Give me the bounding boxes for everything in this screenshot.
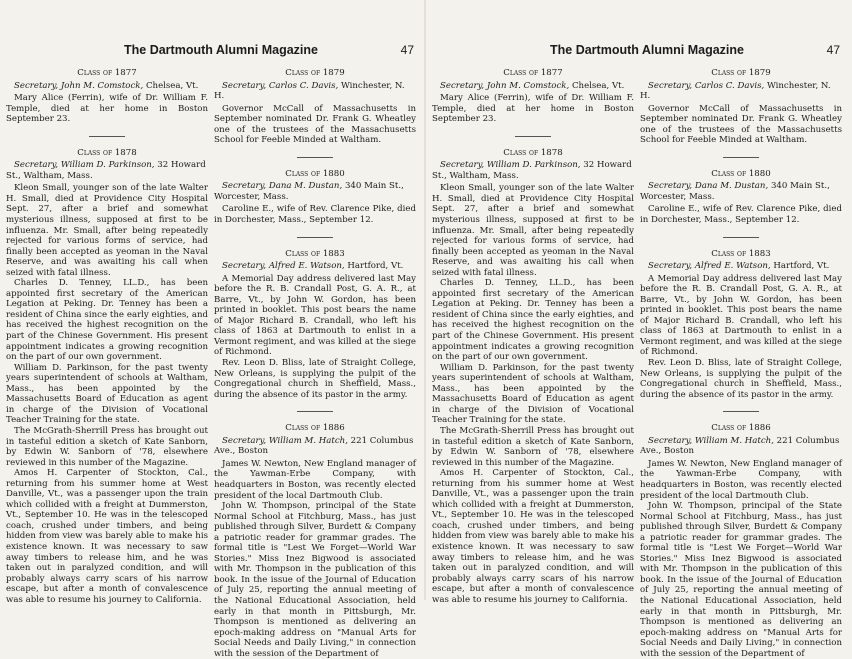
secretary-place: Chelsea, Vt.	[145, 80, 199, 91]
note-paragraph: Governor McCall of Massachusetts in September nominated Dr. Frank G. Wheatley one of the trustees of the Massachusetts School for Feeble Minded at Waltham.	[640, 103, 842, 146]
class-heading: Class of 1878	[503, 147, 563, 158]
class-heading: Class of 1878	[77, 147, 137, 158]
note-paragraph: William D. Parkinson, for the past twenty years superintendent of schools at Waltham, Mass., has been appointed by the Massachusetts Board of Education as agent in charge of the Division of Vocational Teacher Training for the state.	[6, 362, 208, 426]
class-section	[432, 148, 634, 606]
secretary-label: Secretary,	[14, 160, 59, 171]
page-number: 47	[826, 43, 840, 57]
secretary-label: Secretary,	[222, 181, 267, 192]
class-heading: Class of 1877	[503, 68, 563, 78]
class-heading: Class of 1883	[285, 248, 345, 259]
class-heading: Class of 1886	[285, 423, 345, 434]
secretary-line	[214, 81, 416, 102]
note-paragraph: Kleon Small, younger son of the late Walter H. Small, died at Providence City Hospital Sept. 27, after a brief and somewhat mysterious illness, supposed at first to be influenza. Mr. Small, after being repeatedly rejected for various forms of service, had finally been accepted as yeoman in the Naval Reserve, and was awaiting his call when seized with fatal illness.	[6, 183, 208, 278]
secretary-label: Secretary,	[440, 80, 485, 91]
class-section	[640, 423, 842, 659]
page-header	[6, 43, 416, 59]
note-paragraph: James W. Newton, New England manager of the Yawman-Erbe Company, with headquarters in Boston, was recently elected president of the local Dartmouth Club.	[214, 458, 416, 501]
column-left	[432, 68, 634, 605]
secretary-label: Secretary,	[648, 435, 693, 446]
secretary-place: Hartford, Vt.	[773, 261, 830, 272]
secretary-place: Chelsea, Vt.	[571, 80, 625, 91]
secretary-name: Carlos C. Davis,	[268, 80, 339, 91]
section-divider	[723, 237, 759, 238]
magazine-page-right	[432, 0, 842, 659]
note-paragraph: Caroline E., wife of Rev. Clarence Pike, died in Dorchester, Mass., September 12.	[640, 204, 842, 226]
secretary-name: John M. Comstock,	[60, 80, 144, 91]
secretary-label: Secretary,	[440, 160, 485, 171]
secretary-label: Secretary,	[648, 181, 693, 192]
secretary-place: Winchester, N. H.	[214, 80, 405, 102]
note-paragraph: Amos H. Carpenter of Stockton, Cal., returning from his summer home at West Danville, Vt., was a passenger upon the train which collided with a freight at Dummerston, Vt., September 10. He was in the telescoped coach, crushed under timbers, and being hidden from view was barely able to make his existence known. It was necessary to saw away timbers to release him, and he was taken out in paralyzed condition, and will probably always carry scars of his narrow escape, but after a month of convalescence was able to resume his journey to California.	[432, 468, 634, 605]
class-heading: Class of 1879	[285, 68, 345, 78]
class-section	[214, 68, 416, 146]
note-paragraph: John W. Thompson, principal of the State Normal School at Fitchburg, Mass., has just published through Silver, Burdett & Company a patriotic reader for grammar grades. The formal title is "Lest We Forget—World War Stories." Miss Inez Bigwood is associated with Mr. Thompson in the publication of this book. In the issue of the Journal of Education of July 25, reporting the annual meeting of the National Educational Association, held early in that month in Pittsburgh, Mr. Thompson is mentioned as delivering an epoch-making address on "Manual Arts for Social Needs and Daily Living," in connection with the session of the Department of	[640, 501, 842, 659]
section-divider	[723, 157, 759, 158]
secretary-line	[214, 181, 416, 202]
note-paragraph: Charles D. Tenney, LL.D., has been appointed first secretary of the American Legation at Peking. Dr. Tenney has been a resident of China since the early eighties, and has received the highest recognition on the part of the Chinese Government. His present appointment indicates a growing recognition on the part of our own government.	[432, 278, 634, 363]
note-paragraph: Mary Alice (Ferrin), wife of Dr. William F. Temple, died at her home in Boston September 23.	[432, 93, 634, 125]
secretary-line	[640, 261, 842, 272]
secretary-label: Secretary,	[648, 261, 693, 272]
page-number: 47	[400, 43, 414, 57]
secretary-place: 340 Main St., Worcester, Mass.	[640, 181, 830, 202]
secretary-name: John M. Comstock,	[486, 80, 570, 91]
class-heading: Class of 1879	[711, 68, 771, 78]
secretary-place: 340 Main St., Worcester, Mass.	[214, 181, 404, 202]
note-paragraph: The McGrath-Sherrill Press has brought out in tasteful edition a sketch of Kate Sanborn, by Edwin W. Sanborn of '78, elsewhere reviewed in this number of the Magazine.	[432, 425, 634, 468]
secretary-line	[432, 160, 634, 181]
secretary-name: Carlos C. Davis,	[694, 80, 765, 91]
note-paragraph: James W. Newton, New England manager of the Yawman-Erbe Company, with headquarters in Boston, was recently elected president of the local Dartmouth Club.	[640, 458, 842, 501]
secretary-line	[432, 81, 634, 92]
class-heading: Class of 1880	[711, 168, 771, 179]
class-section	[214, 249, 416, 401]
secretary-line	[214, 261, 416, 272]
class-section	[432, 68, 634, 125]
secretary-name: William M. Hatch,	[694, 435, 774, 446]
class-heading: Class of 1883	[711, 248, 771, 259]
secretary-line	[214, 436, 416, 457]
secretary-place: 221 Columbus Ave., Boston	[214, 435, 414, 457]
note-paragraph: A Memorial Day address delivered last May before the R. B. Crandall Post, G. A. R., at Barre, Vt., by John W. Gordon, has been printed in booklet. This post bears the name of Major Richard B. Crandall, who left his class of 1863 at Dartmouth to enlist in a Vermont regiment, and was killed at the siege of Richmond.	[640, 273, 842, 358]
class-heading: Class of 1886	[711, 423, 771, 434]
magazine-title: The Dartmouth Alumni Magazine	[124, 43, 318, 57]
class-heading: Class of 1880	[285, 168, 345, 179]
class-section	[6, 148, 208, 606]
secretary-name: William D. Parkinson,	[60, 160, 155, 171]
secretary-label: Secretary,	[14, 80, 59, 91]
section-divider	[89, 136, 125, 137]
page-gutter	[424, 0, 426, 600]
section-divider	[515, 136, 551, 137]
secretary-place: Winchester, N. H.	[640, 80, 831, 102]
class-section	[214, 423, 416, 659]
class-section	[214, 169, 416, 226]
column-right	[214, 68, 416, 659]
secretary-name: William D. Parkinson,	[486, 160, 581, 171]
secretary-name: Dana M. Dustan,	[268, 181, 343, 192]
secretary-name: William M. Hatch,	[268, 435, 348, 446]
class-section	[640, 169, 842, 226]
secretary-line	[6, 160, 208, 181]
note-paragraph: Caroline E., wife of Rev. Clarence Pike, died in Dorchester, Mass., September 12.	[214, 204, 416, 226]
secretary-label: Secretary,	[222, 261, 267, 272]
secretary-name: Alfred E. Watson,	[694, 261, 771, 272]
note-paragraph: A Memorial Day address delivered last May before the R. B. Crandall Post, G. A. R., at Barre, Vt., by John W. Gordon, has been printed in booklet. This post bears the name of Major Richard B. Crandall, who left his class of 1863 at Dartmouth to enlist in a Vermont regiment, and was killed at the siege of Richmond.	[214, 273, 416, 358]
note-paragraph: John W. Thompson, principal of the State Normal School at Fitchburg, Mass., has just published through Silver, Burdett & Company a patriotic reader for grammar grades. The formal title is "Lest We Forget—World War Stories." Miss Inez Bigwood is associated with Mr. Thompson in the publication of this book. In the issue of the Journal of Education of July 25, reporting the annual meeting of the National Educational Association, held early in that month in Pittsburgh, Mr. Thompson is mentioned as delivering an epoch-making address on "Manual Arts for Social Needs and Daily Living," in connection with the session of the Department of	[214, 501, 416, 659]
secretary-place: 32 Howard St., Waltham, Mass.	[432, 160, 632, 181]
column-right	[640, 68, 842, 659]
note-paragraph: Rev. Leon D. Bliss, late of Straight College, New Orleans, is supplying the pulpit of the Congregational church in Sheffield, Mass., during the absence of its pastor in the army.	[640, 358, 842, 400]
note-paragraph: Mary Alice (Ferrin), wife of Dr. William F. Temple, died at her home in Boston September 23.	[6, 93, 208, 125]
note-paragraph: Charles D. Tenney, LL.D., has been appointed first secretary of the American Legation at Peking. Dr. Tenney has been a resident of China since the early eighties, and has received the highest recognition on the part of the Chinese Government. His present appointment indicates a growing recognition on the part of our own government.	[6, 278, 208, 363]
secretary-line	[640, 81, 842, 102]
secretary-name: Alfred E. Watson,	[268, 261, 345, 272]
class-section	[640, 68, 842, 146]
column-left	[6, 68, 208, 605]
secretary-label: Secretary,	[648, 80, 693, 91]
class-section	[6, 68, 208, 125]
secretary-place: 221 Columbus Ave., Boston	[640, 435, 840, 457]
secretary-name: Dana M. Dustan,	[694, 181, 769, 192]
magazine-title: The Dartmouth Alumni Magazine	[550, 43, 744, 57]
secretary-line	[6, 81, 208, 92]
note-paragraph: The McGrath-Sherrill Press has brought out in tasteful edition a sketch of Kate Sanborn, by Edwin W. Sanborn of '78, elsewhere reviewed in this number of the Magazine.	[6, 425, 208, 468]
note-paragraph: William D. Parkinson, for the past twenty years superintendent of schools at Waltham, Mass., has been appointed by the Massachusetts Board of Education as agent in charge of the Division of Vocational Teacher Training for the state.	[432, 362, 634, 426]
section-divider	[297, 157, 333, 158]
page-header	[432, 43, 842, 59]
note-paragraph: Rev. Leon D. Bliss, late of Straight College, New Orleans, is supplying the pulpit of the Congregational church in Sheffield, Mass., during the absence of its pastor in the army.	[214, 358, 416, 400]
secretary-place: 32 Howard St., Waltham, Mass.	[6, 160, 206, 181]
secretary-line	[640, 181, 842, 202]
section-divider	[297, 411, 333, 412]
note-paragraph: Kleon Small, younger son of the late Walter H. Small, died at Providence City Hospital Sept. 27, after a brief and somewhat mysterious illness, supposed at first to be influenza. Mr. Small, after being repeatedly rejected for various forms of service, had finally been accepted as yeoman in the Naval Reserve, and was awaiting his call when seized with fatal illness.	[432, 183, 634, 278]
note-paragraph: Governor McCall of Massachusetts in September nominated Dr. Frank G. Wheatley one of the trustees of the Massachusetts School for Feeble Minded at Waltham.	[214, 103, 416, 146]
section-divider	[297, 237, 333, 238]
secretary-place: Hartford, Vt.	[347, 261, 404, 272]
section-divider	[723, 411, 759, 412]
secretary-line	[640, 436, 842, 457]
secretary-label: Secretary,	[222, 80, 267, 91]
magazine-page-left	[6, 0, 416, 659]
note-paragraph: Amos H. Carpenter of Stockton, Cal., returning from his summer home at West Danville, Vt., was a passenger upon the train which collided with a freight at Dummerston, Vt., September 10. He was in the telescoped coach, crushed under timbers, and being hidden from view was barely able to make his existence known. It was necessary to saw away timbers to release him, and he was taken out in paralyzed condition, and will probably always carry scars of his narrow escape, but after a month of convalescence was able to resume his journey to California.	[6, 468, 208, 605]
class-section	[640, 249, 842, 401]
class-heading: Class of 1877	[77, 68, 137, 78]
secretary-label: Secretary,	[222, 435, 267, 446]
